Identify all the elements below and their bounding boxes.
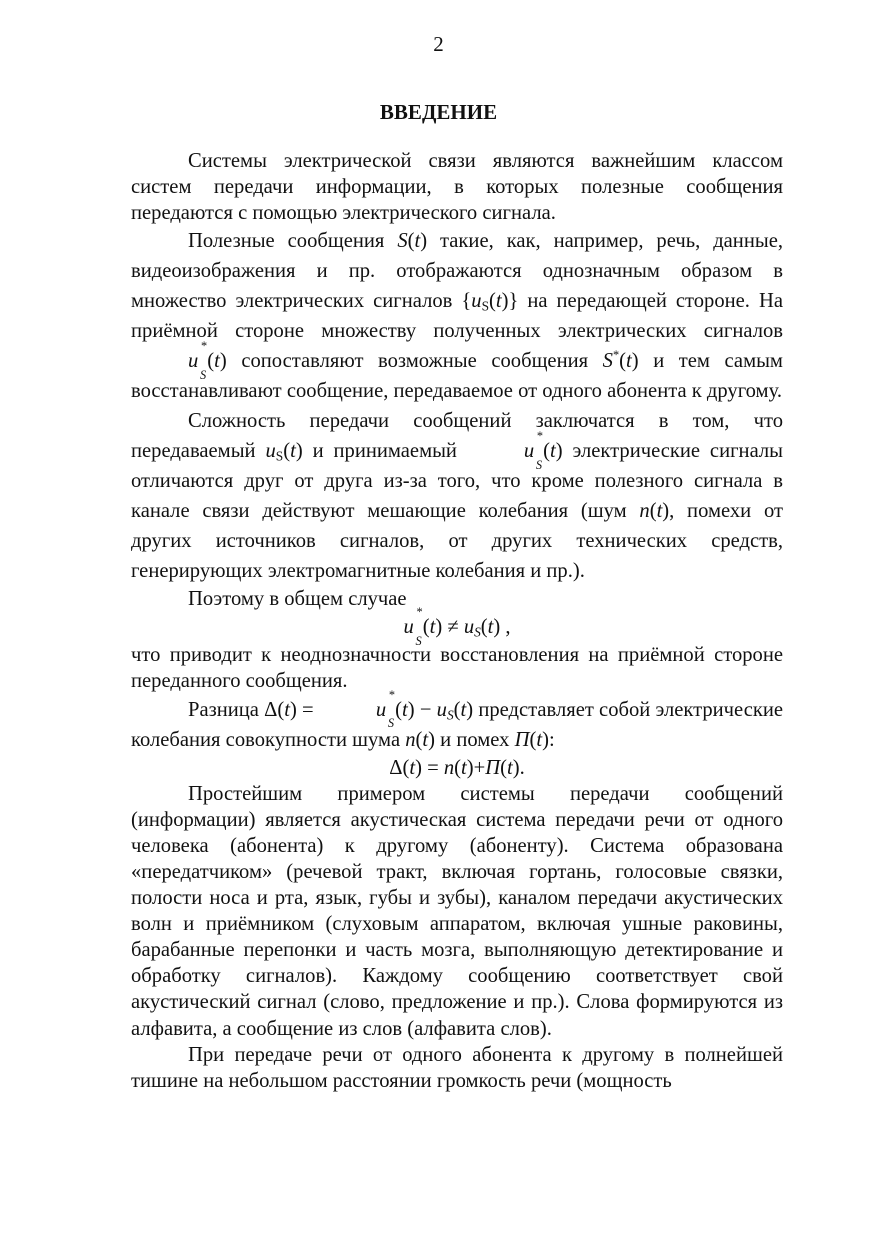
equation-inequality: u * S $(t) \ne u_S(t)$ , xyxy=(403,605,511,649)
paragraph-6: Разница Δ(t) = u * S $(t) - u_S(t)$ представляет собой электрические колебания совокупности шума n(t) и помех П(t): xyxy=(131,687,783,751)
equation-delta: Δ(t) = n(t)+П(t). xyxy=(389,756,525,779)
section-title: ВВЕДЕНИЕ xyxy=(379,100,498,124)
paragraph-3: Сложность передачи сообщений заключатся в том, что передаваемый $u_S(t)$ и принимаемый u * S (t) электрические сигналы отличаются друг от друга из-за того, что кроме полезного сигнала в канале связи действуют мешающие колебания (шум n(t), помехи от других источников сигналов, от других технических средств, генерирующих электромагнитные колебания и пр.). xyxy=(131,410,783,583)
paragraph-1: Системы электрической связи являются важнейшим классом систем передачи информации, в которых полезные сообщения передаются с помощью электрического сигнала. xyxy=(131,150,783,225)
paragraph-8: При передаче речи от одного абонента к другому в полнейшей тишине на небольшом расстоянии громкость речи (мощность xyxy=(131,1043,783,1092)
page-number: 2 xyxy=(433,32,444,56)
paragraph-2: Полезные сообщения S(t) такие, как, например, речь, данные, видеоизображения и пр. отображаются однозначным образом в множество электрических сигналов $\{u_S(t)\}$ на передающей стороне. На приёмной стороне множеству полученных электрических сигналов u * S (t) сопоставляют возможные сообщения S*(t) и тем самым восстанавливают сообщение, передаваемое от одного абонента к другому. xyxy=(131,230,783,403)
paragraph-4: Поэтому в общем случае xyxy=(188,588,407,611)
paragraph-7: Простейшим примером системы передачи сообщений (информации) является акустическая система передачи речи от одного человека (абонента) к другому (абоненту). Система образована «передатчиком» (речевой тракт, включая гортань, голосовые связки, полости носа и рта, язык, губы и зубы), каналом передачи акустических волн и приёмником (слуховым аппаратом, включая ушные раковины, барабанные перепонки и часть мозга, выполняющую детектирование и обработку сигналов). Каждому сообщению соответствует свой акустический сигнал (слово, предложение и пр.). Слова формируются из алфавита, а сообщение из слов (алфавита слов). xyxy=(131,782,783,1040)
paragraph-5: что приводит к неоднозначности восстановления на приёмной стороне переданного сообщения. xyxy=(131,644,783,693)
body-text xyxy=(131,148,783,1094)
